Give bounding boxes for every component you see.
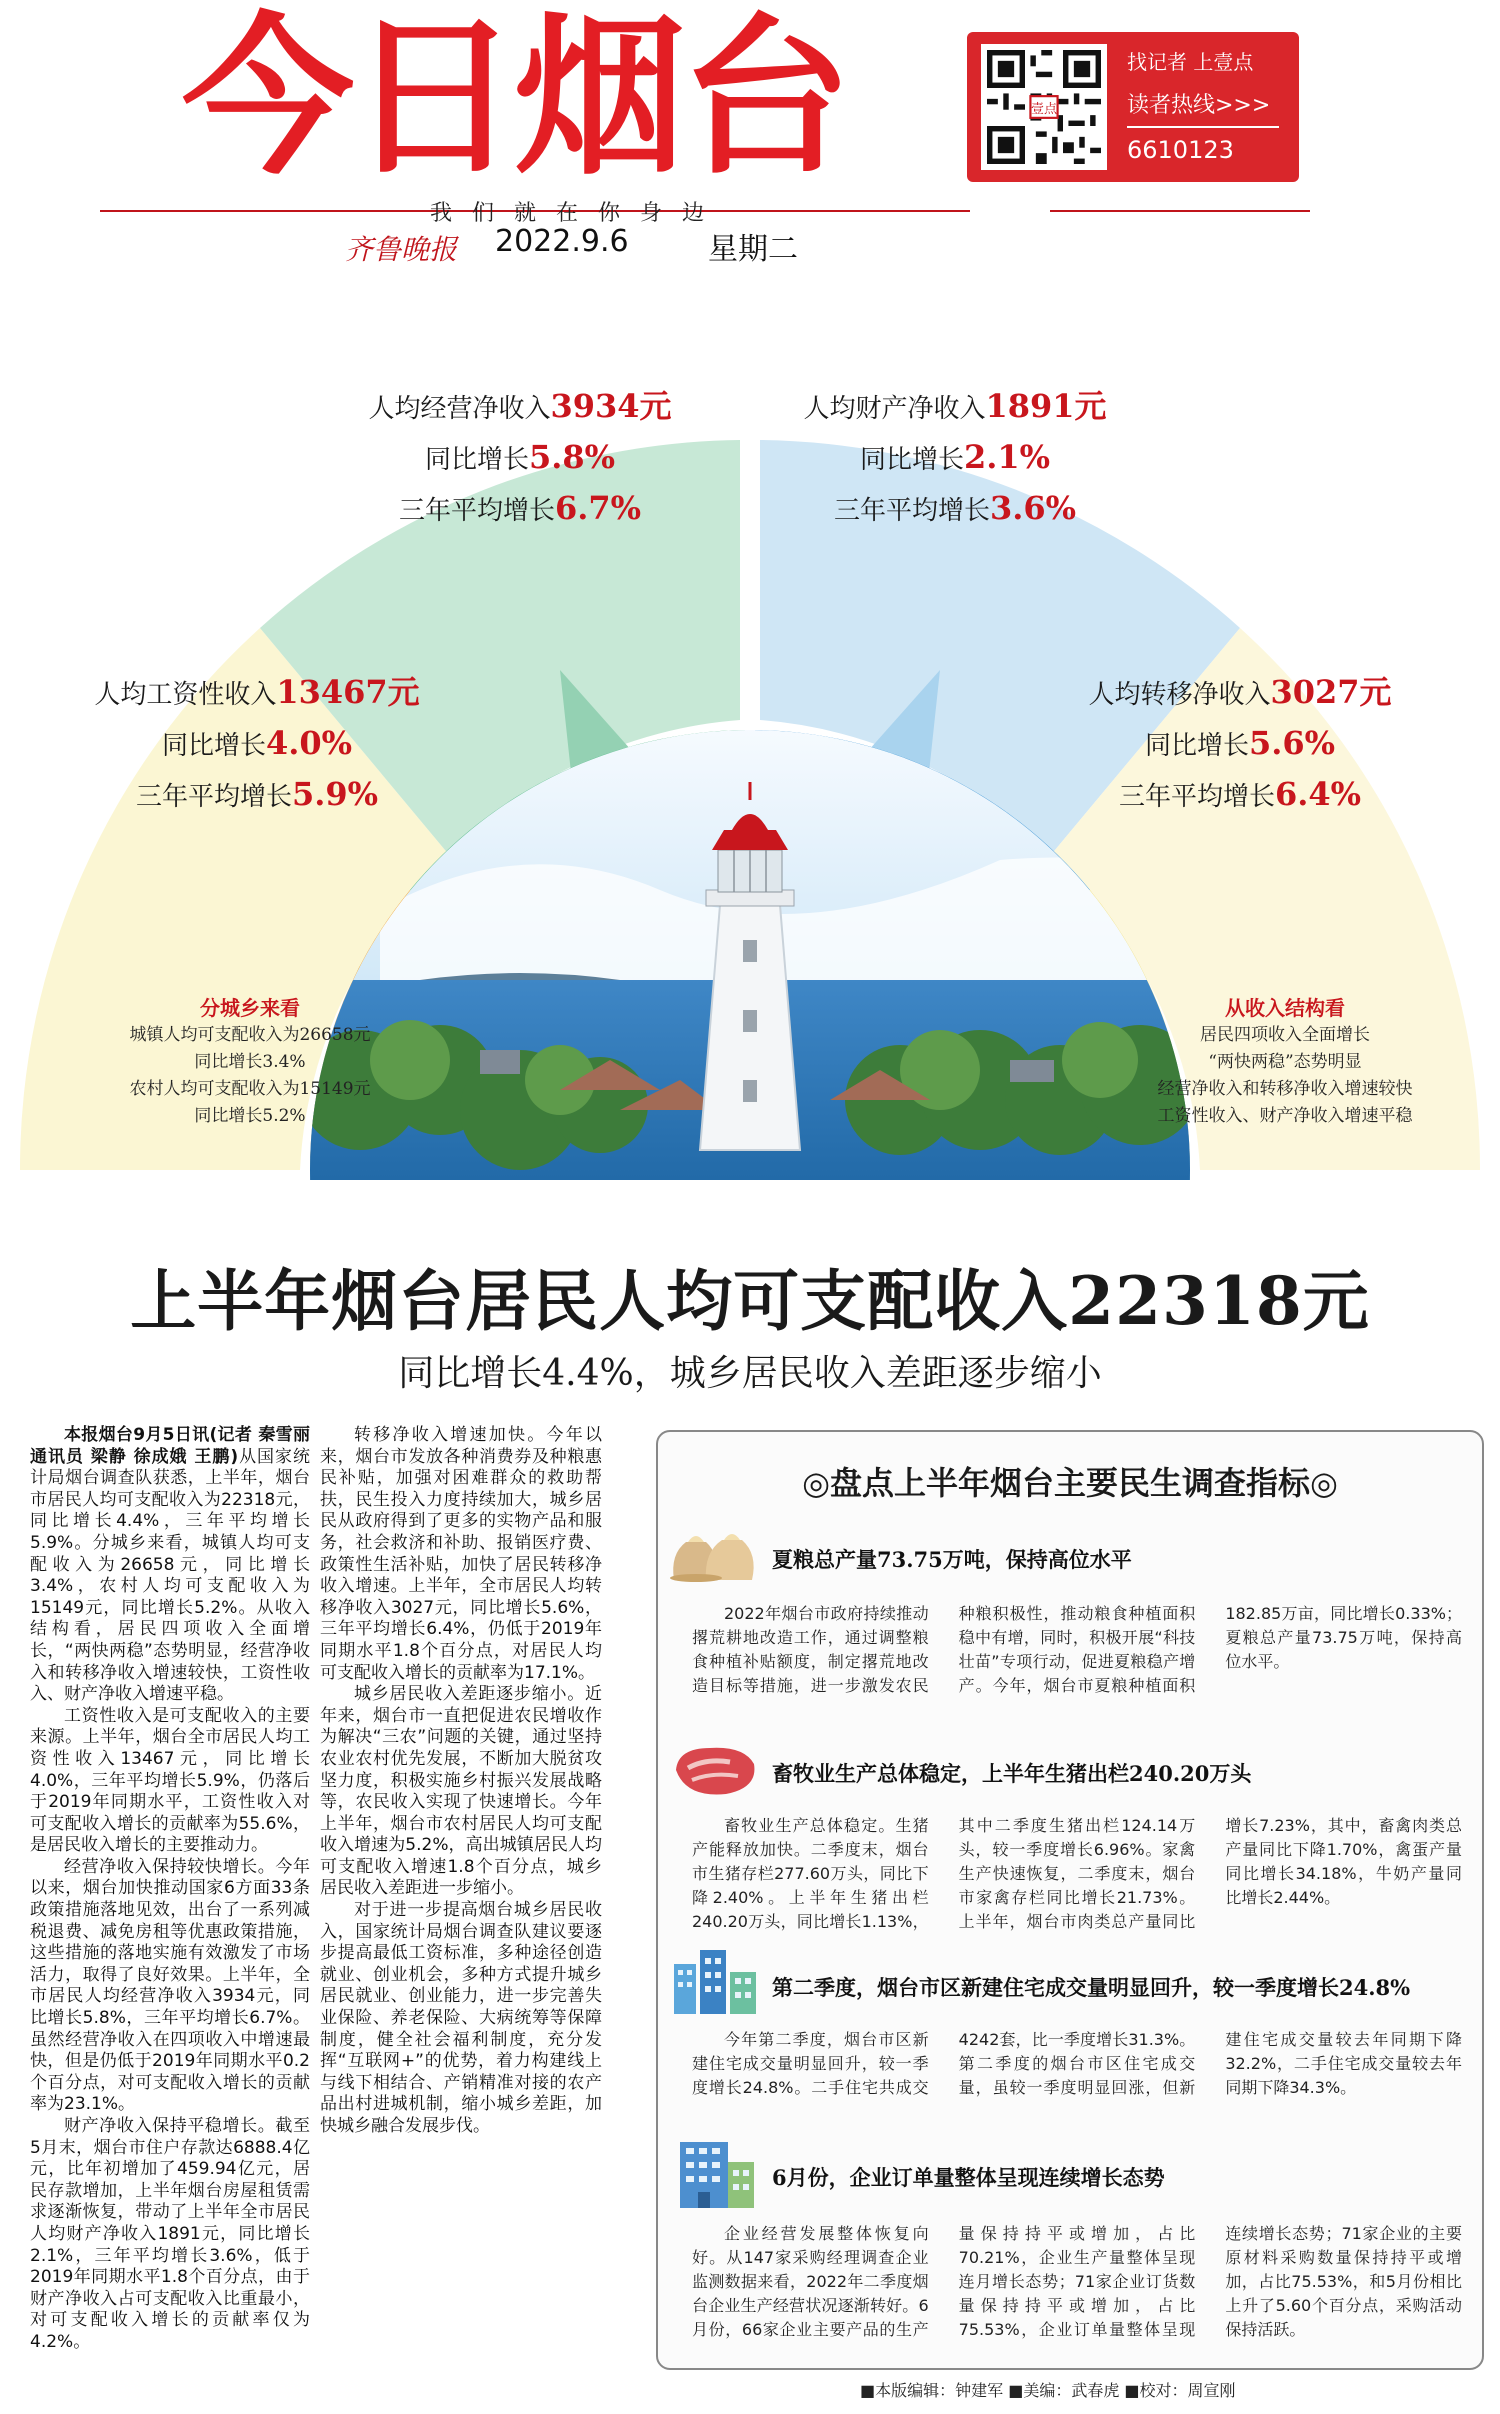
section-enterprise-para: 企业经营发展整体恢复向好。从147家采购经理调查企业监测数据来看，2022年二季度烟台企业生产经营状况逐渐转好。6月份，66家企业主要产品的生产量保持持平或增加，占比70.21%，企业生产量整体呈现连月增长态势；71家企业订货数量保持持平或增加，占比75.53%，企业订单量整体呈现连续增长态势；71家企业的主要原材料采购数量保持持平或增加，占比75.53%，和5月份相比上升了5.60个百分点，采购活动保持活跃。	[692, 2224, 1462, 2339]
rural-income-line: 农村人均可支配收入为15149元	[129, 1079, 371, 1099]
article-para-1: 从国家统计局烟台调查队获悉，上半年，烟台市居民人均可支配收入为22318元，同比增长4.4%，三年平均增长5.9%。分城乡来看，城镇人均可支配收入为26658元，同比增长3.4%，农村人均可支配收入为15149元，同比增长5.2%。从收入结构看，居民四项收入全面增长，“两快两稳”态势明显，经营净收入和转移净收入增速较快，工资性收入、财产净收入增速平稳。	[30, 1446, 310, 1705]
reader-hotline-box	[967, 32, 1299, 182]
operating-yoy-value: 5.8%	[528, 438, 616, 476]
weekday: 星期二	[708, 232, 798, 267]
transfer-avg-value: 6.4%	[1274, 775, 1362, 813]
qr-code[interactable]	[981, 44, 1107, 170]
transfer-label: 人均转移净收入	[1088, 680, 1271, 710]
article-para-5: 转移净收入增速加快。今年以来，烟台市发放各种消费券及种粮惠民补贴，加强对困难群众的救助帮扶，民生投入力度持续加大，城乡居民从政府得到了更多的实物产品和服务，社会救济和补助、报销医疗费、政策性生活补贴，加快了居民转移净收入增速。上半年，全市居民人均转移净收入3027元，同比增长5.6%，三年平均增长6.4%，仍低于2019年同期水平1.8个百分点，对居民人均可支配收入增长的贡献率为17.1%。	[320, 1425, 602, 1683]
property-avg-label: 三年平均增长	[833, 496, 990, 526]
transfer-income-stat	[1075, 668, 1405, 821]
hotline-divider	[1127, 126, 1279, 128]
article-para-6: 城乡居民收入差距逐步缩小。近年来，烟台市一直把促进农民增收作为解决“三农”问题的关键，通过坚持农业农村优先发展，不断加大脱贫攻坚力度，积极实施乡村振兴发展战略等，农民收入实现了快速增长。今年上半年，烟台市农村居民人均可支配收入增速为5.2%，高出城镇居民人均可支配收入增速1.8个百分点，城乡居民收入差距进一步缩小。	[320, 1684, 602, 1899]
urban-growth-line: 同比增长3.4%	[194, 1052, 306, 1072]
operating-avg-label: 三年平均增长	[398, 496, 555, 526]
transfer-yoy-label: 同比增长	[1144, 731, 1249, 761]
residential-buildings-icon	[666, 1946, 766, 2016]
paper-name: 齐鲁晚报	[345, 233, 458, 266]
property-income-stat	[795, 382, 1115, 535]
livelihood-indicators-panel	[656, 1430, 1484, 2370]
grain-sacks-icon	[666, 1524, 766, 1584]
hotline-label: 读者热线>>>	[1127, 93, 1271, 118]
masthead-rule-right	[1050, 210, 1310, 212]
structure-title: 从收入结构看	[1225, 996, 1345, 1020]
operating-yoy-label: 同比增长	[424, 445, 529, 475]
operating-avg-value: 6.7%	[554, 489, 642, 527]
property-yoy-label: 同比增长	[859, 445, 964, 475]
qr-badge: 壹点	[1030, 101, 1058, 117]
section-livestock-text	[692, 1814, 1462, 1964]
section-grain-title: 夏粮总产量73.75万吨，保持高位水平	[772, 1547, 1132, 1572]
article-para-7: 对于进一步提高烟台城乡居民收入，国家统计局烟台调查队建议要逐步提高最低工资标准，多种途径创造就业、创业机会，多种方式提升城乡居民就业、创业能力，进一步完善失业保险、养老保险、大病统筹等保障制度，健全社会福利制度，充分发挥“互联网+”的优势，着力构建线上与线下相结合、产销精准对接的农产品出村进城机制，缩小城乡差距，加快城乡融合发展步伐。	[320, 1900, 602, 2136]
article-column-1	[30, 1425, 310, 2375]
property-yoy-value: 2.1%	[963, 438, 1051, 476]
reporter-app-label: 找记者 上壹点	[1127, 50, 1254, 74]
office-building-icon	[666, 2132, 766, 2212]
structure-line-1: 居民四项收入全面增长	[1200, 1025, 1370, 1045]
section-livestock-title: 畜牧业生产总体稳定，上半年生猪出栏240.20万头	[772, 1761, 1252, 1786]
wage-yoy-label: 同比增长	[161, 731, 266, 761]
section-enterprise-text	[692, 2222, 1462, 2352]
masthead-title: 今日烟台	[182, 0, 846, 198]
wage-yoy-value: 4.0%	[265, 724, 353, 762]
section-grain-para: 2022年烟台市政府持续推动撂荒耕地改造工作，通过调整粮食种植补贴额度，制定撂荒地改造目标等措施，进一步激发农民种粮积极性，推动粮食种植面积稳中有增，同时，积极开展“科技壮苗”专项行动，促进夏粮稳产增产。今年，烟台市夏粮种植面积182.85万亩，同比增长0.33%；夏粮总产量73.75万吨，保持高位水平。	[692, 1604, 1462, 1695]
meat-icon	[666, 1740, 766, 1800]
operating-income-stat	[360, 382, 680, 535]
section-grain-text	[692, 1602, 1462, 1732]
property-value: 1891元	[985, 387, 1107, 425]
wage-avg-label: 三年平均增长	[135, 782, 292, 812]
transfer-yoy-value: 5.6%	[1248, 724, 1336, 762]
structure-line-3: 经营净收入和转移净收入增速较快	[1157, 1079, 1413, 1099]
income-structure-box	[1120, 995, 1450, 1130]
section-housing-title: 第二季度，烟台市区新建住宅成交量明显回升，较一季度增长24.8%	[772, 1975, 1411, 2000]
article-para-3: 经营净收入保持较快增长。今年以来，烟台加快推动国家6方面33条政策措施落地见效，出台了一系列减税退费、减免房租等优惠政策措施，这些措施的落地实施有效激发了市场活力，取得了良好效果。上半年，全市居民人均经营净收入3934元，同比增长5.8%，三年平均增长6.7%。虽然经营净收入在四项收入中增速最快，但是仍低于2019年同期水平0.2个百分点，对可支配收入增长的贡献率为23.1%。	[30, 1856, 310, 2115]
structure-line-2: “两快两稳”态势明显	[1208, 1052, 1362, 1072]
article-para-2: 工资性收入是可支配收入的主要来源。上半年，烟台全市居民人均工资性收入13467元，同比增长4.0%，三年平均增长5.9%，仍落后于2019年同期水平，工资性收入对可支配收入增长的贡献率为55.6%，是居民收入增长的主要推动力。	[30, 1705, 310, 1856]
urban-rural-title: 分城乡来看	[200, 996, 300, 1020]
issue-date: 2022.9.6	[495, 224, 629, 259]
article-column-2	[320, 1425, 602, 2375]
operating-value: 3934元	[550, 387, 672, 425]
wage-label: 人均工资性收入	[94, 680, 277, 710]
article-para-4: 财产净收入保持平稳增长。截至5月末，烟台市住户存款达6888.4亿元，比年初增加了459.94亿元，居民存款增加，上半年烟台房屋租赁需求逐渐恢复，带动了上半年全市居民人均财产净收入1891元，同比增长2.1%，三年平均增长3.6%，低于2019年同期水平1.8个百分点，由于财产净收入占可支配收入比重最小，对可支配收入增长的贡献率仅为4.2%。	[30, 2116, 310, 2352]
editor-credits: ■本版编辑：钟建军 ■美编：武春虎 ■校对：周宣刚	[860, 2381, 1236, 2400]
headline: 上半年烟台居民人均可支配收入22318元	[130, 1262, 1370, 1340]
subheadline: 同比增长4.4%，城乡居民收入差距逐步缩小	[398, 1353, 1102, 1394]
property-label: 人均财产净收入	[803, 394, 986, 424]
section-housing-para: 今年第二季度，烟台市区新建住宅成交量明显回升，较一季度增长24.8%。二手住宅共成交4242套，比一季度增长31.3%。第二季度的烟台市区住宅成交量，虽较一季度明显回涨，但新建住宅成交量较去年同期下降32.2%，二手住宅成交量较去年同期下降34.3%。	[692, 2030, 1462, 2097]
operating-label: 人均经营净收入	[368, 394, 551, 424]
wage-avg-value: 5.9%	[291, 775, 379, 813]
section-livestock-para: 畜牧业生产总体稳定。生猪产能释放加快。二季度末，烟台市生猪存栏277.60万头，同比下降2.40%。上半年生猪出栏240.20万头，同比增长1.13%，其中二季度生猪出栏124.14万头，较一季度增长6.96%。家禽生产快速恢复，二季度末，烟台市家禽存栏同比增长21.73%。上半年，烟台市肉类总产量同比增长7.23%，其中，畜禽肉类总产量同比下降1.70%，禽蛋产量同比增长34.18%，牛奶产量同比增长2.44%。	[692, 1816, 1462, 1931]
transfer-avg-label: 三年平均增长	[1118, 782, 1275, 812]
wage-value: 13467元	[276, 673, 420, 711]
urban-income-line: 城镇人均可支配收入为26658元	[129, 1025, 371, 1045]
rural-growth-line: 同比增长5.2%	[194, 1106, 306, 1126]
transfer-value: 3027元	[1270, 673, 1392, 711]
article-byline: 本报烟台9月5日讯(记者 秦雪丽 通讯员 梁静 徐成娥 王鹏)	[30, 1425, 310, 1467]
panel-title: ◎盘点上半年烟台主要民生调查指标◎	[802, 1464, 1338, 1502]
section-housing-text	[692, 2028, 1462, 2148]
urban-rural-box	[100, 995, 400, 1130]
hotline-number[interactable]: 6610123	[1127, 136, 1234, 164]
structure-line-4: 工资性收入、财产净收入增速平稳	[1157, 1106, 1413, 1126]
slogan: 我们就在你身边	[430, 201, 725, 226]
section-enterprise-title: 6月份，企业订单量整体呈现连续增长态势	[772, 2165, 1165, 2190]
wage-income-stat	[92, 668, 422, 821]
property-avg-value: 3.6%	[989, 489, 1077, 527]
qr-code-icon	[987, 50, 1101, 164]
